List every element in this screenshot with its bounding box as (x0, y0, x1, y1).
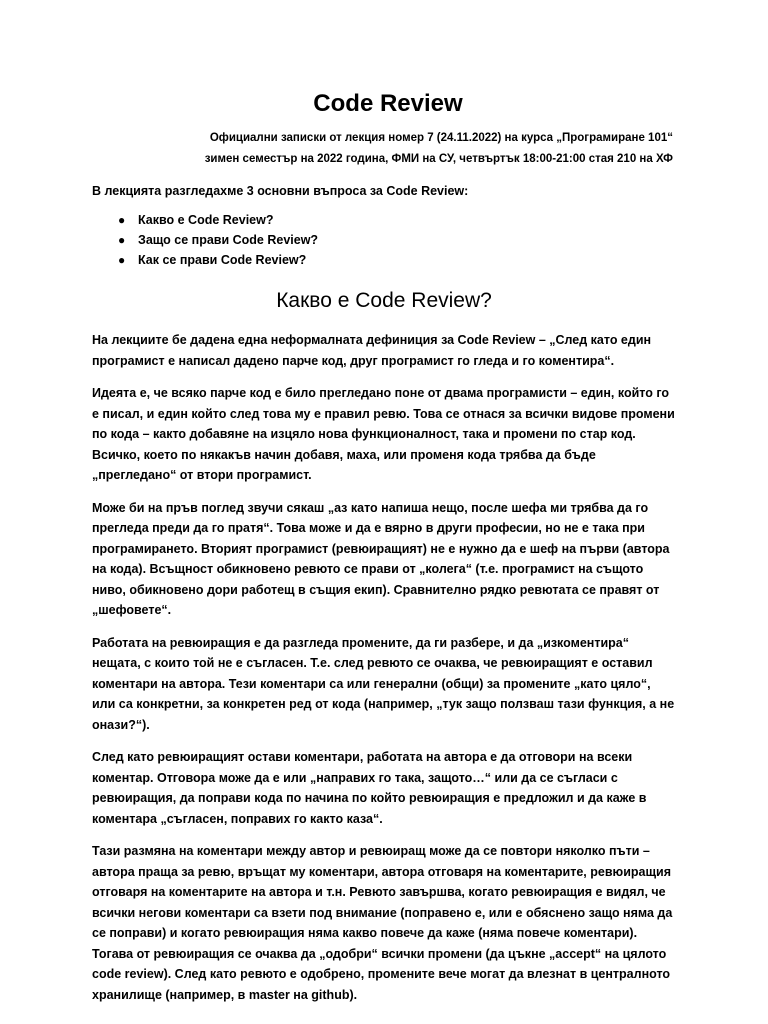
subtitle-line-1: Официални записки от лекция номер 7 (24.11.2022) на курса „Програмиране 101“ (209, 132, 673, 144)
list-item (118, 230, 676, 250)
paragraph-author-response: След като ревюиращият остави коментари, работата на автора е да отговори на всеки коментар. Отговора може да е или „направих го така, защото…“ или да се съгласи с ревюиращия, да поправи кода по начина по който ревюиращия е предложил и да каже в коментара „съгласен, поправих го както каза“. (92, 750, 647, 826)
paragraph-definition: На лекциите бе дадена една неформалната дефиниция за Code Review – „След като един програмист е написал дадено парче код, друг програмист го гледа и го коментира“. (92, 333, 652, 368)
paragraph-reviewer-work: Работата на ревюиращия е да разгледа промените, да ги разбере, и да „изкоментира“ нещата, с които той не е съгласен. Т.е. след ревюто се очаква, че ревюиращият е оставил коментари на автора. Тези коментари са или генерални (общи) за промените „като цяло“, или са конкретни, за конкретен ред от кода (например, „тук защо ползваш тази функция, а не онази?“). (92, 635, 675, 732)
document-title: Code Review (313, 90, 463, 117)
list-item-label: Какво е Code Review? (138, 213, 274, 227)
section-heading: Какво е Code Review? (276, 289, 492, 312)
list-item-label: Защо се прави Code Review? (138, 233, 319, 247)
paragraph-reviewer-role: Може би на пръв поглед звучи сякаш „аз като напиша нещо, после шефа ми трябва да го прегледа преди да го пратя“. Това може и да е вярно в други професии, но не е така при програмирането. Вторият програмист (ревюиращият) не е нужно да е шеф на първи (автора на кода). Всъщност обикновено ревюто се прави от „колега“ (т.е. програмист на същото ниво, обикновено дори работещ в същия екип). Сравнително рядко ревютата се правят от „шефовете“. (92, 500, 670, 617)
list-item (118, 210, 676, 230)
list-item (118, 250, 676, 270)
bullet-icon: ● (118, 233, 126, 247)
intro-text: В лекцията разгледахме 3 основни въпроса за Code Review: (92, 184, 469, 198)
question-list (92, 210, 676, 270)
bullet-icon: ● (118, 253, 126, 267)
subtitle-line-2: зимен семестър на 2022 година, ФМИ на СУ, четвъртък 18:00-21:00 стая 210 на ХФ (204, 153, 673, 165)
paragraph-idea: Идеята е, че всяко парче код е било прегледано поне от двама програмисти – един, който го е писал, и един който след това му е правил ревю. Това се отнася за всички видове промени по кода – както добавяне на изцяло нова функционалност, така и промени по стар код. Всичко, което по някакъв начин добавя, маха, или променя кода трябва да бъде „прегледано“ от втори програмист. (92, 386, 675, 482)
bullet-icon: ● (118, 213, 126, 227)
paragraph-comment-exchange: Тази размяна на коментари между автор и ревюиращ може да се повтори няколко пъти – автора праща за ревю, връщат му коментари, автора отговаря на коментарите, ревюиращия отговаря на коментарите на автора и т.н. Ревюто завършва, когато ревюиращия е видял, че всички негови коментари са взети под внимание (поправено е, или е обяснено защо няма да се поправи) и когато ревюиращия няма какво повече да каже (няма повече коментари). Тогава от ревюиращия се очаква да „одобри“ всички промени (да цъкне „accept“ на цялото code review). След като ревюто е одобрено, промените вече могат да влезнат в централното хранилище (например, в master на github). (92, 844, 673, 1002)
list-item-label: Как се прави Code Review? (138, 253, 307, 267)
